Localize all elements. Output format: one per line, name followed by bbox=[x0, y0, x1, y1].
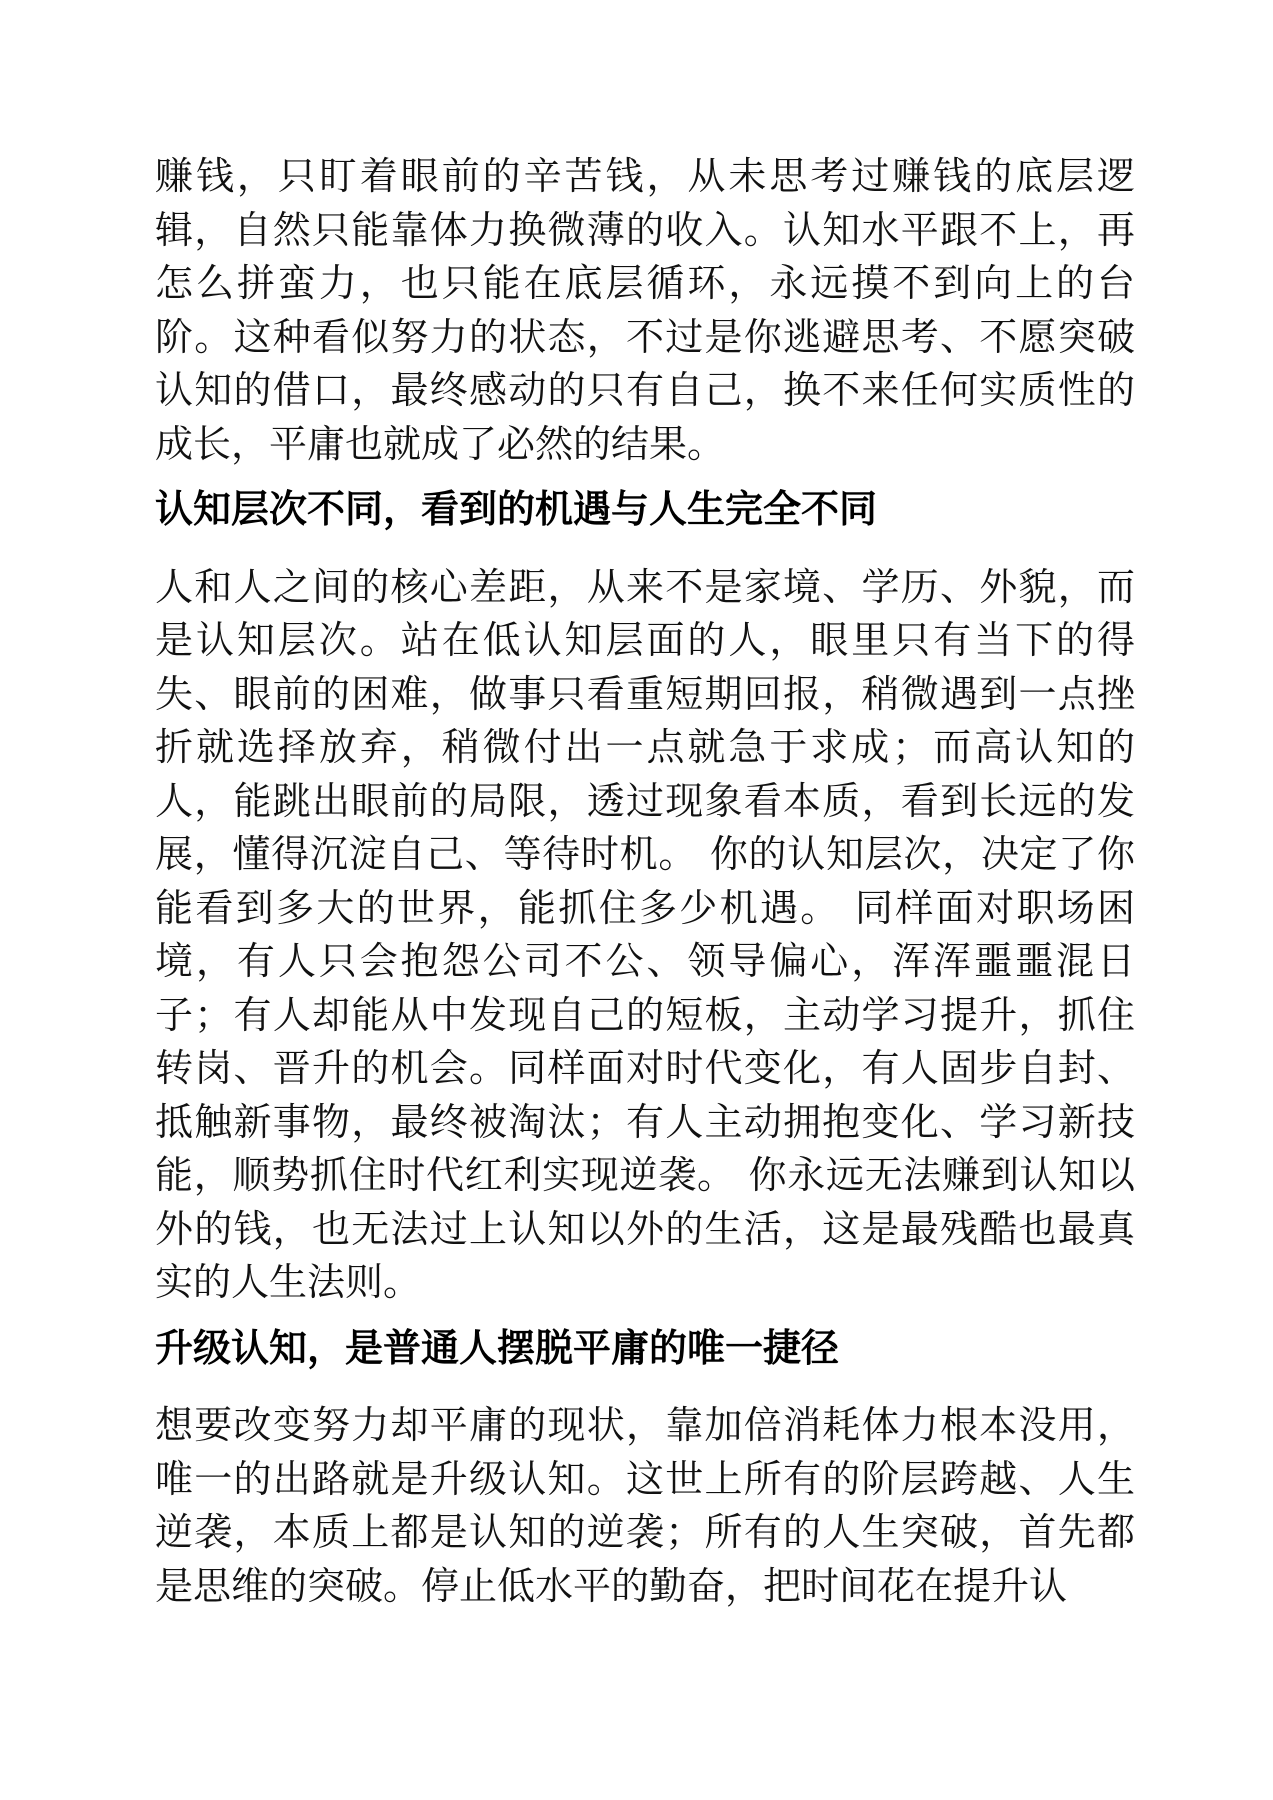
cognition-levels-paragraph: 人和人之间的核心差距，从来不是家境、学历、外貌，而是认知层次。站在低认知层面的人，眼里只有当下的得失、眼前的困难，做事只看重短期回报，稍微遇到一点挫折就选择放弃，稍微付出一点就急于求成；而高认知的人，能跳出眼前的局限，透过现象看本质，看到长远的发展，懂得沉淀自己、等待时机。 你的认知层次，决定了你能看到多大的世界，能抓住多少机遇。 同样面对职场困境，有人只会抱怨公司不公、领导偏心，浑浑噩噩混日子；有人却能从中发现自己的短板，主动学习提升，抓住转岗、晋升的机会。同样面对时代变化，有人固步自封、抵触新事物，最终被淘汰；有人主动拥抱变化、学习新技能，顺势抓住时代红利实现逆袭。 你永远无法赚到认知以外的钱，也无法过上认知以外的生活，这是最残酷也最真实的人生法则。 bbox=[155, 564, 1135, 1304]
upgrade-cognition-paragraph: 想要改变努力却平庸的现状，靠加倍消耗体力根本没用，唯一的出路就是升级认知。这世上所有的阶层跨越、人生逆袭，本质上都是认知的逆袭；所有的人生突破，首先都是思维的突破。停止低水平的勤奋，把时间花在提升认 bbox=[155, 1403, 1135, 1608]
section-heading-cognition-levels: 认知层次不同，看到的机遇与人生完全不同 bbox=[155, 487, 878, 531]
intro-paragraph: 赚钱，只盯着眼前的辛苦钱，从未思考过赚钱的底层逻辑，自然只能靠体力换微薄的收入。认知水平跟不上，再怎么拼蛮力，也只能在底层循环，永远摸不到向上的台阶。这种看似努力的状态，不过是你逃避思考、不愿突破认知的借口，最终感动的只有自己，换不来任何实质性的成长，平庸也就成了必然的结果。 bbox=[155, 154, 1135, 466]
document-body bbox=[155, 150, 1135, 1613]
section-heading-upgrade-cognition: 升级认知，是普通人摆脱平庸的唯一捷径 bbox=[155, 1325, 840, 1370]
